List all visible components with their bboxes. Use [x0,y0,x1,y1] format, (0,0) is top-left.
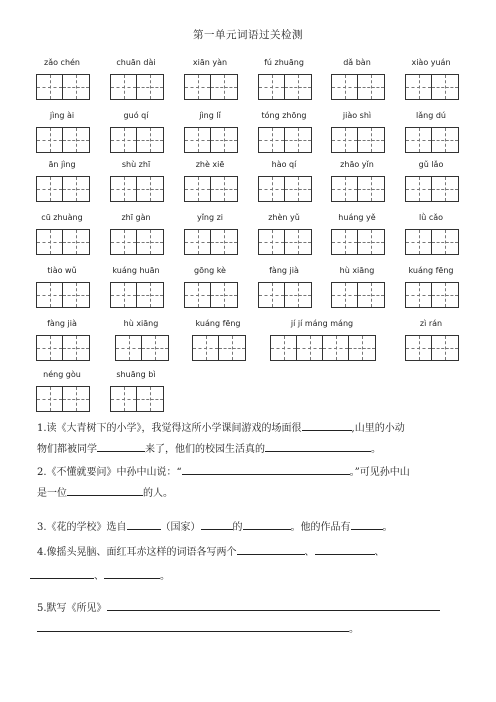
pinyin-label: shù zhī [121,160,151,169]
pinyin-label: gōng kè [194,266,226,275]
writing-boxes [36,229,90,255]
writing-boxes [110,282,164,308]
tian-zi-ge-box[interactable] [285,75,311,99]
answer-blank[interactable] [127,517,161,530]
tian-zi-ge-box[interactable] [406,336,432,360]
pinyin-label: hù xiāng [339,266,375,275]
tian-zi-ge-box[interactable] [432,128,458,152]
answer-blank[interactable] [107,598,440,611]
writing-boxes [405,282,459,308]
tian-zi-ge-box[interactable] [259,230,285,254]
tian-zi-ge-box[interactable] [332,128,358,152]
tian-zi-ge-box[interactable] [37,336,63,360]
tian-zi-ge-box[interactable] [219,336,245,360]
tian-zi-ge-box[interactable] [358,177,384,201]
tian-zi-ge-box[interactable] [332,75,358,99]
tian-zi-ge-box[interactable] [193,336,219,360]
pinyin-label: lǜ cǎo [418,213,444,222]
tian-zi-ge-box[interactable] [271,336,297,360]
tian-zi-ge-box[interactable] [137,177,163,201]
tian-zi-ge-box[interactable] [259,283,285,307]
tian-zi-ge-box[interactable] [185,283,211,307]
tian-zi-ge-box[interactable] [358,128,384,152]
tian-zi-ge-box[interactable] [211,177,237,201]
pinyin-label: fàng jià [47,319,77,328]
writing-boxes [110,176,164,202]
writing-boxes [115,335,169,361]
page-title: 第一单元词语过关检测 [193,29,303,41]
pinyin-label: fàng jià [269,266,299,275]
writing-boxes [192,335,246,361]
question-1: 1.读《大青树下的小学》，我觉得这所小学课间游戏的场面很 ,山里的小动 物们都被同学 来了，他们的校园生活真的 。 [37,418,467,460]
writing-boxes [184,282,238,308]
tian-zi-ge-box[interactable] [432,283,458,307]
tian-zi-ge-box[interactable] [332,283,358,307]
tian-zi-ge-box[interactable] [358,75,384,99]
tian-zi-ge-box[interactable] [406,128,432,152]
tian-zi-ge-box[interactable] [285,177,311,201]
tian-zi-ge-box[interactable] [116,336,142,360]
tian-zi-ge-box[interactable] [137,75,163,99]
writing-boxes [405,176,459,202]
tian-zi-ge-box[interactable] [259,177,285,201]
answer-blank[interactable] [265,439,371,452]
tian-zi-ge-box[interactable] [63,230,89,254]
writing-boxes [184,229,238,255]
pinyin-label: zhāo yǐn [340,160,374,169]
question-3: 3.《花的学校》选自 （国家） 的 。他的作品有 。 [37,517,467,538]
question-4-cont: 、 。 [30,566,460,587]
pinyin-label: zì rán [419,319,443,328]
writing-boxes [331,229,385,255]
pinyin-label: shuāng bì [116,370,156,379]
tian-zi-ge-box[interactable] [37,177,63,201]
pinyin-label: kuáng fēng [408,266,454,275]
pinyin-label: fú zhuāng [264,58,304,67]
answer-blank[interactable] [30,566,94,579]
answer-blank[interactable] [237,542,305,555]
tian-zi-ge-box[interactable] [137,387,163,411]
answer-blank[interactable] [351,517,383,530]
answer-blank[interactable] [315,542,375,555]
tian-zi-ge-box[interactable] [406,230,432,254]
tian-zi-ge-box[interactable] [37,387,63,411]
pinyin-label: zhèn yǔ [268,213,300,222]
tian-zi-ge-box[interactable] [63,75,89,99]
pinyin-label: zhè xiē [195,160,225,169]
writing-boxes [405,335,459,361]
tian-zi-ge-box[interactable] [137,283,163,307]
pinyin-label: jìng ài [49,111,75,120]
pinyin-label: tiào wǔ [47,266,77,275]
tian-zi-ge-box[interactable] [332,177,358,201]
pinyin-label: xiān yàn [192,58,228,67]
writing-boxes [36,335,90,361]
pinyin-label: néng gòu [43,370,81,379]
tian-zi-ge-box[interactable] [211,230,237,254]
tian-zi-ge-box[interactable] [432,230,458,254]
writing-boxes [110,74,164,100]
answer-blank[interactable] [104,566,160,579]
tian-zi-ge-box[interactable] [285,283,311,307]
tian-zi-ge-box[interactable] [137,230,163,254]
answer-blank[interactable] [37,619,349,632]
writing-boxes [110,229,164,255]
writing-boxes [258,229,312,255]
tian-zi-ge-box[interactable] [63,387,89,411]
answer-blank[interactable] [201,517,233,530]
tian-zi-ge-box[interactable] [297,336,323,360]
pinyin-label: kuáng fēng [195,319,241,328]
question-4: 4.像摇头晃脑、面红耳赤这样的词语各写两个 、 、 [37,542,469,563]
tian-zi-ge-box[interactable] [432,75,458,99]
tian-zi-ge-box[interactable] [142,336,168,360]
tian-zi-ge-box[interactable] [111,177,137,201]
pinyin-label: hù xiāng [123,319,159,328]
pinyin-label: jí jí máng máng [290,319,354,328]
pinyin-label: jiào shì [342,111,372,120]
writing-boxes [405,229,459,255]
writing-boxes [258,176,312,202]
answer-blank[interactable] [182,462,350,475]
tian-zi-ge-box[interactable] [432,177,458,201]
tian-zi-ge-box[interactable] [432,336,458,360]
writing-boxes [36,282,90,308]
pinyin-label: hào qí [271,160,297,169]
pinyin-label: guó qí [123,111,149,120]
pinyin-label: zǎo chén [44,58,80,67]
tian-zi-ge-box[interactable] [211,128,237,152]
tian-zi-ge-box[interactable] [211,75,237,99]
pinyin-label: lǎng dú [416,111,446,120]
writing-boxes [270,335,376,361]
tian-zi-ge-box[interactable] [63,336,89,360]
tian-zi-ge-box[interactable] [37,230,63,254]
writing-boxes [36,386,90,412]
pinyin-label: ān jìng [48,160,76,169]
pinyin-label: jìng lǐ [199,111,221,120]
pinyin-label: cū zhuàng [41,213,83,222]
tian-zi-ge-box[interactable] [111,128,137,152]
writing-boxes [331,282,385,308]
tian-zi-ge-box[interactable] [406,177,432,201]
pinyin-label: yǐng zi [196,213,224,222]
tian-zi-ge-box[interactable] [111,75,137,99]
answer-blank[interactable] [97,439,145,452]
tian-zi-ge-box[interactable] [63,128,89,152]
writing-boxes [36,127,90,153]
tian-zi-ge-box[interactable] [211,283,237,307]
tian-zi-ge-box[interactable] [111,283,137,307]
writing-boxes [110,386,164,412]
pinyin-label: zhī gàn [121,213,151,222]
tian-zi-ge-box[interactable] [332,230,358,254]
question-2: 2.《不懂就要问》中孙中山说：“ 。”可见孙中山 是一位 的人。 [37,462,467,504]
pinyin-label: xiào yuán [411,58,451,67]
tian-zi-ge-box[interactable] [349,336,375,360]
tian-zi-ge-box[interactable] [111,387,137,411]
writing-boxes [36,74,90,100]
tian-zi-ge-box[interactable] [259,128,285,152]
tian-zi-ge-box[interactable] [185,75,211,99]
tian-zi-ge-box[interactable] [137,128,163,152]
writing-boxes [184,74,238,100]
tian-zi-ge-box[interactable] [358,230,384,254]
answer-blank[interactable] [302,418,352,431]
tian-zi-ge-box[interactable] [185,177,211,201]
answer-blank[interactable] [67,483,143,496]
writing-boxes [36,176,90,202]
pinyin-label: dǎ bàn [343,58,371,67]
writing-boxes [258,74,312,100]
tian-zi-ge-box[interactable] [63,283,89,307]
tian-zi-ge-box[interactable] [111,230,137,254]
writing-boxes [258,282,312,308]
writing-boxes [331,74,385,100]
tian-zi-ge-box[interactable] [63,177,89,201]
tian-zi-ge-box[interactable] [259,75,285,99]
tian-zi-ge-box[interactable] [323,336,349,360]
tian-zi-ge-box[interactable] [185,230,211,254]
tian-zi-ge-box[interactable] [37,128,63,152]
writing-boxes [331,176,385,202]
pinyin-label: chuān dài [116,58,156,67]
writing-boxes [184,127,238,153]
tian-zi-ge-box[interactable] [406,75,432,99]
tian-zi-ge-box[interactable] [285,128,311,152]
tian-zi-ge-box[interactable] [185,128,211,152]
tian-zi-ge-box[interactable] [37,283,63,307]
tian-zi-ge-box[interactable] [285,230,311,254]
pinyin-label: huáng yě [338,213,376,222]
writing-boxes [258,127,312,153]
writing-boxes [184,176,238,202]
tian-zi-ge-box[interactable] [37,75,63,99]
writing-boxes [110,127,164,153]
tian-zi-ge-box[interactable] [358,283,384,307]
writing-boxes [405,74,459,100]
tian-zi-ge-box[interactable] [406,283,432,307]
pinyin-label: kuáng huān [112,266,160,275]
answer-blank[interactable] [243,517,291,530]
pinyin-label: gǔ lǎo [418,160,444,169]
pinyin-label: tóng zhōng [261,111,307,120]
writing-boxes [405,127,459,153]
writing-boxes [331,127,385,153]
question-5: 5.默写《所见》 。 [37,598,467,640]
